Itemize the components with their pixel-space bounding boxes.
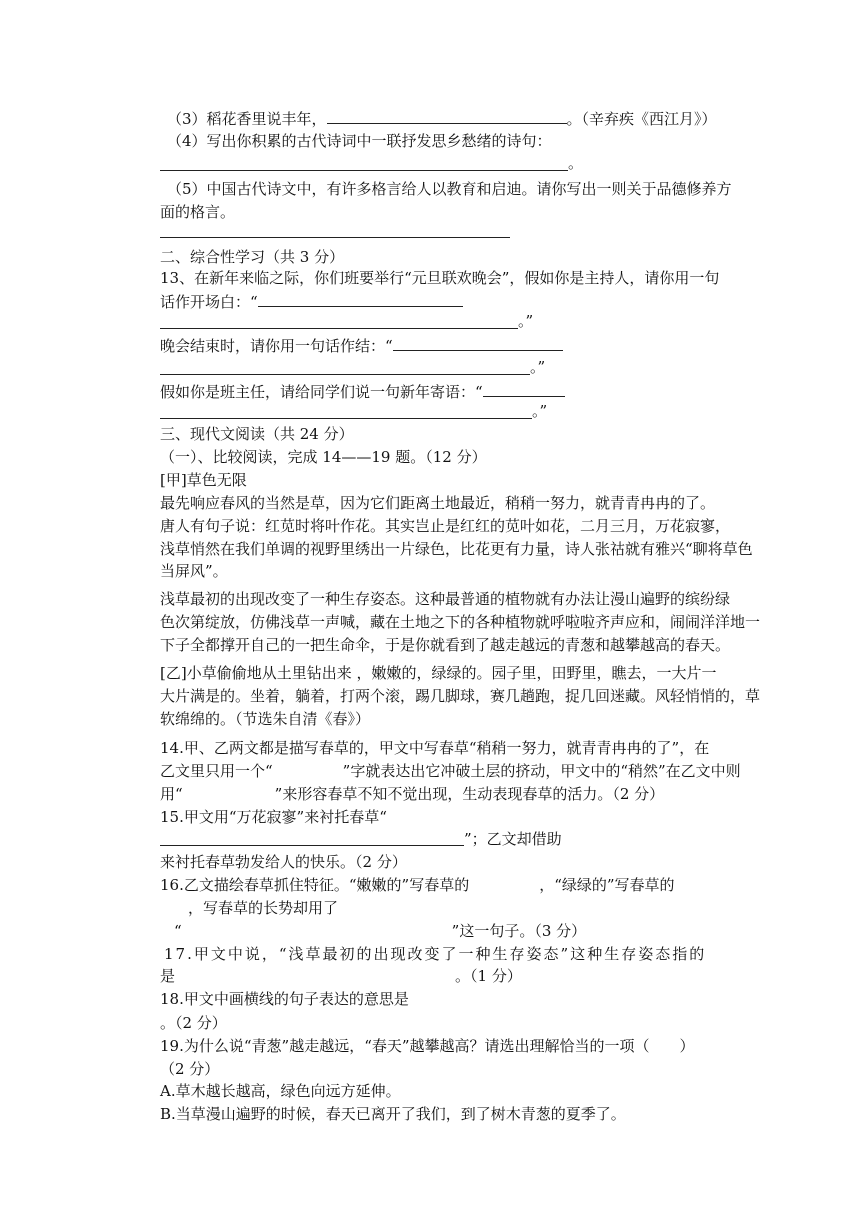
q16-line1-b: ，“绿绿的”写春草的 [539,876,675,894]
passage-a-title: [甲]草色无限 [160,471,247,489]
q4-end: 。 [568,154,584,172]
passage-a-p3-line1: 浅草最初的出现改变了一种生存姿态。这种最普通的植物就有办法让漫山遍野的缤纷绿 [160,590,731,608]
q4-answer-blank[interactable] [160,170,568,171]
q13-line2 [160,291,463,312]
q18-line1: 18.甲文中画横线的句子表达的意思是 [160,990,409,1008]
passage-b-line3: 软绵绵的。（节选朱自清《春》） [160,710,371,728]
q14-line3 [160,784,664,804]
q19-line1: 19.为什么说“青葱”越走越远，“春天”越攀越高？请选出理解恰当的一项（ ） [160,1037,695,1055]
q3-answer-blank[interactable] [327,108,567,124]
q13-opening-blank-a[interactable] [258,291,463,307]
q5-answer-blank[interactable] [160,237,510,238]
passage-a-p1: 最先响应春风的当然是草，因为它们距离土地最近，稍稍一努力，就青青冉冉的了。 [160,494,716,512]
q4-prompt: （4）写出你积累的古代诗词中一联抒发思乡愁绪的诗句： [167,132,552,150]
section-3-heading: 三、现代文阅读（共 24 分） [160,425,354,443]
q14-line1: 14.甲、乙两文都是描写春草的，甲文中写春草“稍稍一努力，就青青冉冉的了”，在 [160,739,710,757]
q16-line1-a: 16.乙文描绘春草抓住特征。“嫩嫩的”写春草的 [160,876,470,894]
q13-closing-blank-a[interactable] [393,335,563,351]
q17-line2-b: 。（1 分） [455,967,522,985]
q13-teacher-blank-b[interactable] [160,418,532,419]
passage-a-p2-line1: 唐人有句子说：红苋时将叶作花。其实岂止是红红的苋叶如花，二月三月，万花寂寥， [160,517,731,535]
q15-blank[interactable] [160,845,464,846]
q19-option-b[interactable]: B.当草漫山遍野的时候，春天已离开了我们，到了树木青葱的夏季了。 [160,1105,626,1123]
passage-a-p3-line3: 下子全都撑开自己的一把生命伞，于是你就看到了越走越远的青葱和越攀越高的春天。 [160,636,731,654]
q19-option-a[interactable]: A.草木越长越高，绿色向远方延伸。 [160,1082,401,1100]
q16-line3-b: ”这一句子。（3 分） [451,922,587,940]
passage-a-p2-line2: 浅草悄然在我们单调的视野里绣出一片绿色，比花更有力量，诗人张祜就有雅兴“聊将草色 [160,540,753,558]
q13-teacher-end: 。” [532,402,548,420]
q13-closing-prefix: 晚会结束时，请你用一句话作结：“ [160,337,393,355]
q15-line2: ”；乙文却借助 [464,830,562,848]
q17-line2 [160,966,522,986]
q16-line2: ，写春草的长势却用了 [188,899,339,917]
passage-b-line2: 大片满是的。坐着，躺着，打两个滚，踢几脚球，赛几趟跑，捉几回迷藏。风轻悄悄的，草 [160,687,761,705]
q13-opening-prefix: 话作开场白：“ [160,293,258,311]
q13-teacher-blank-a[interactable] [483,381,565,397]
q3-line [167,108,717,129]
q13-teacher-prefix: 假如你是班主任，请给同学们说一句新年寄语：“ [160,383,483,401]
passage-a-p3-line2: 色次第绽放，仿佛浅草一声喊，藏在土地之下的各种植物就呼啦啦齐声应和，闹闹洋洋地一 [160,613,761,631]
q13-opening-end: 。” [518,312,534,330]
q14-line2 [160,761,741,781]
passage-a-p2-line3: 当屏风”。 [160,562,228,580]
q14-line2-a: 乙文里只用一个“ [160,762,273,780]
q15-line1: 15.甲文用“万花寂寥”来衬托春草“ [160,808,387,826]
q5-line1: （5）中国古代诗文中，有许多格言给人以教育和启迪。请你写出一则关于品德修养方 [167,180,732,198]
q14-line3-a: 用“ [160,785,183,803]
q3-prefix: （3）稻花香里说丰年， [167,110,327,128]
q13-closing-blank-b[interactable] [160,374,530,375]
q14-line3-b: ”来形容春草不知不觉出现，生动表现春草的活力。（2 分） [274,785,665,803]
q13-opening-blank-b[interactable] [160,328,518,329]
q16-line3 [174,921,586,941]
q13-line1: 13、在新年来临之际，你们班要举行“元旦联欢晚会”，假如你是主持人，请你用一句 [160,269,720,287]
q18-line2: 。（2 分） [160,1014,227,1032]
q3-suffix: 。（辛弃疾《西江月》） [566,110,717,128]
q19-line2: （2 分） [160,1060,220,1078]
section-2-heading: 二、综合性学习（共 3 分） [160,248,345,266]
q14-line2-b: ”字就表达出它冲破土层的挤动，甲文中的“稍然”在乙文中则 [342,762,741,780]
q17-line1: 17.甲文中说，“浅草最初的出现改变了一种生存姿态”这种生存姿态指的 [164,945,707,963]
section-3-subheading: （一）、比较阅读，完成 14——19 题。（12 分） [160,448,487,466]
q13-closing-end: 。” [530,358,546,376]
q16-line1 [160,875,675,895]
q17-line2-a: 是 [160,967,176,985]
q16-line3-a: “ [174,922,182,940]
q13-teacher-line [160,381,565,402]
q5-line2: 面的格言。 [160,203,236,221]
passage-b-line1: [乙]小草偷偷地从土里钻出来 ，嫩嫩的，绿绿的。园子里，田野里，瞧去，一大片一 [160,664,717,682]
q13-closing-line [160,335,563,356]
q15-line3: 来衬托春草勃发给人的快乐。（2 分） [160,853,407,871]
